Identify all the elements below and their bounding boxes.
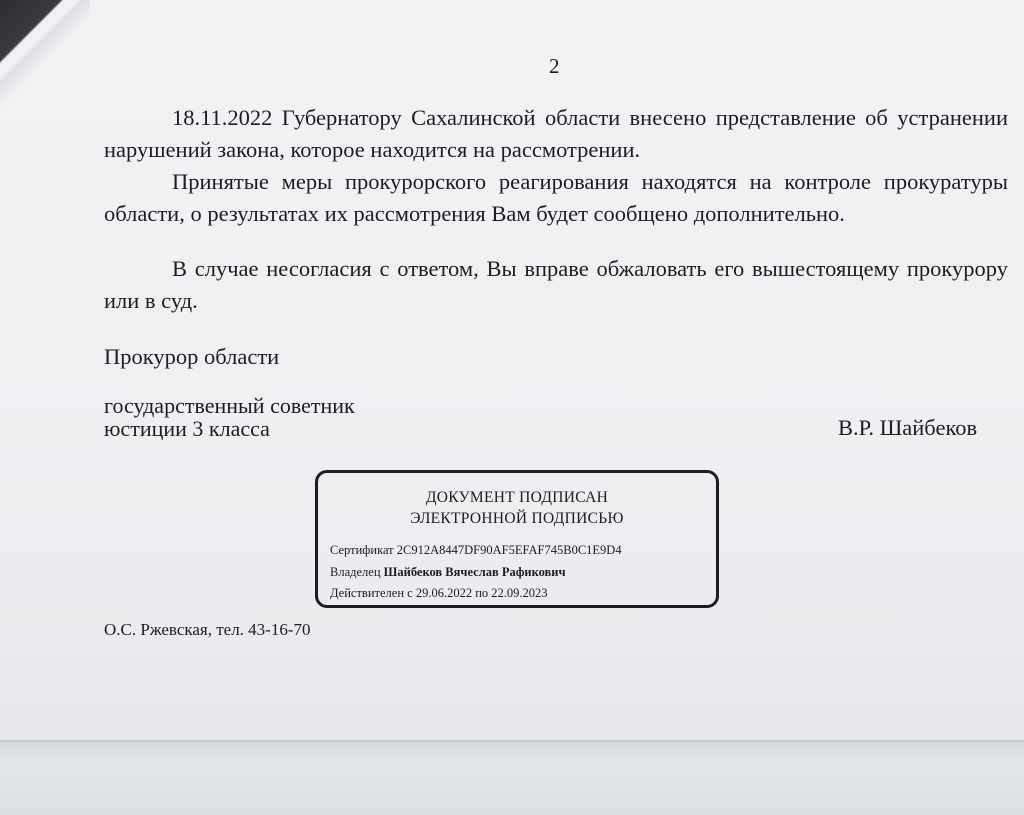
paragraph-representation: 18.11.2022 Губернатору Сахалинской области внесено представление об устранении нарушений закона, которое находится на рассмотрении.: [104, 105, 1008, 162]
stamp-heading-line1: ДОКУМЕНТ ПОДПИСАН: [425, 489, 609, 506]
certificate-label: Сертификат: [330, 543, 394, 557]
stamp-validity-line: [330, 586, 548, 601]
certificate-value: 2C912A8447DF90AF5EFAF745B0C1E9D4: [396, 543, 622, 557]
stamp-owner-line: [330, 565, 566, 580]
valid-to-label: по: [475, 586, 489, 600]
paragraph-control-measures: Принятые меры прокурорского реагирования находятся на контроле прокуратуры области, о результатах их рассмотрения Вам будет сообщено дополнительно.: [104, 169, 1008, 226]
page-fold-corner: [0, 0, 70, 90]
page-number: 2: [549, 54, 560, 78]
page-bottom-edge: [0, 742, 1024, 815]
signatory-rank-line1: государственный советник: [104, 393, 355, 418]
owner-value: Шайбеков Вячеслав Рафикович: [383, 565, 566, 579]
signatory-position: Прокурор области: [104, 344, 280, 369]
stamp-certificate-line: [330, 543, 622, 558]
signatory-name: В.Р. Шайбеков: [838, 415, 978, 440]
valid-from-label: Действителен с: [330, 586, 413, 600]
electronic-signature-stamp: [315, 470, 719, 608]
paragraph-appeal-rights: В случае несогласия с ответом, Вы вправе обжаловать его вышестоящему прокурору или в суд.: [104, 256, 1008, 313]
owner-label: Владелец: [330, 565, 381, 579]
signatory-rank-line2: юстиции 3 класса: [104, 416, 270, 441]
executor-contact: О.С. Ржевская, тел. 43-16-70: [104, 620, 311, 639]
valid-to-date: 22.09.2023: [491, 586, 548, 600]
valid-from-date: 29.06.2022: [415, 586, 473, 600]
stamp-heading-line2: ЭЛЕКТРОННОЙ ПОДПИСЬЮ: [410, 510, 624, 527]
